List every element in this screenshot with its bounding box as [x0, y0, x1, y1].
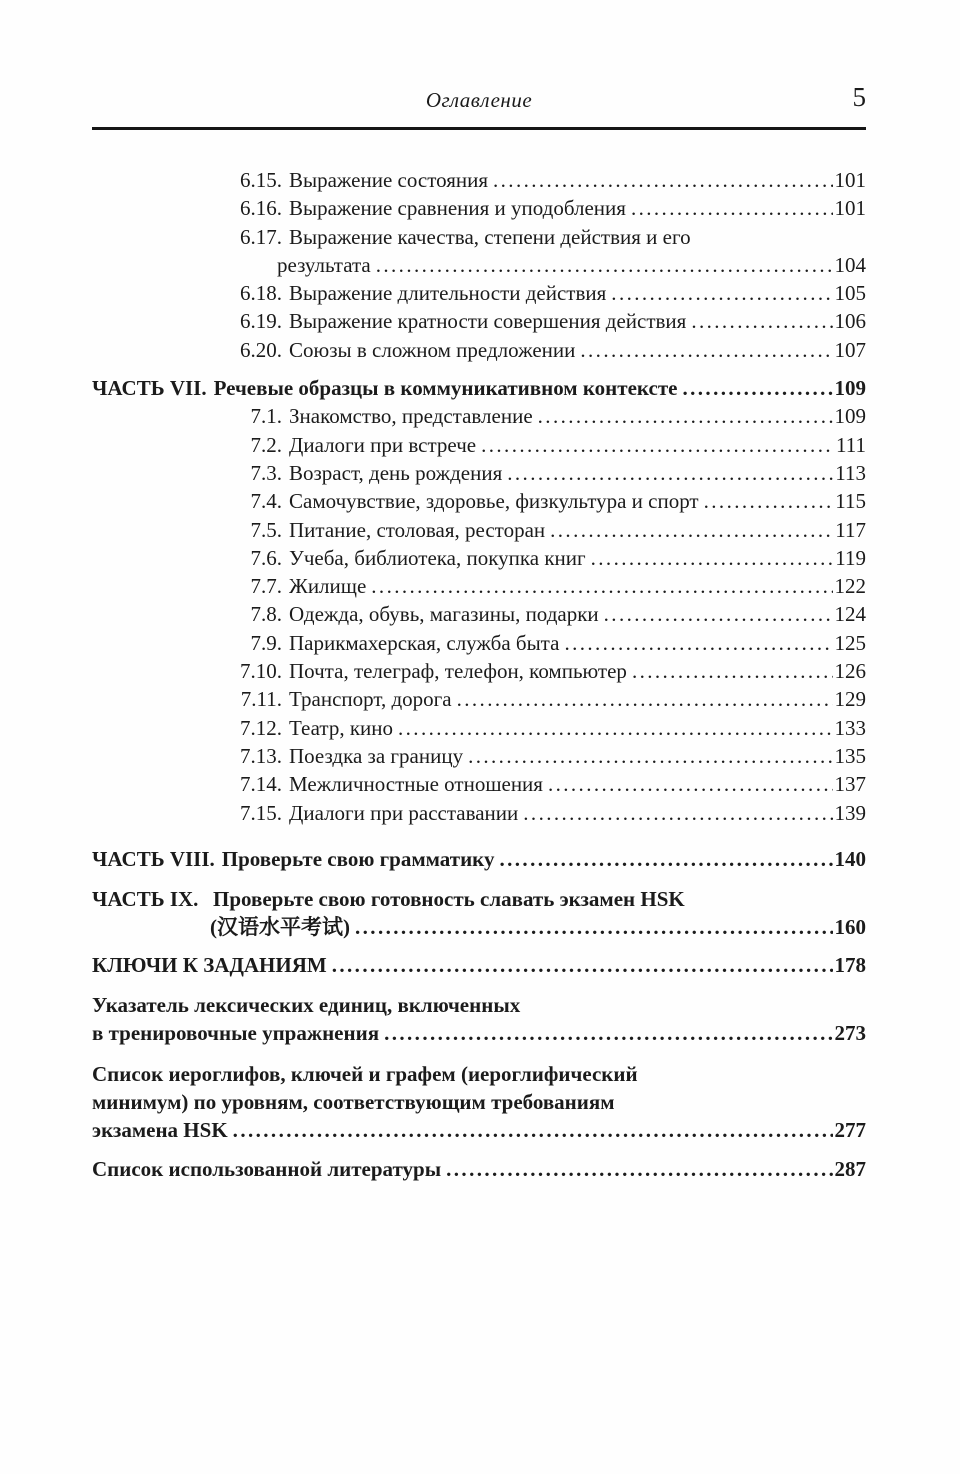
dot-leader [371, 572, 832, 600]
entry-number: 7.8. [250, 602, 282, 627]
toc-entry [92, 714, 866, 742]
entry-number: 7.13. [240, 743, 282, 768]
dot-leader [632, 657, 833, 685]
dot-leader [446, 1155, 832, 1183]
entry-page: 137 [834, 772, 866, 797]
dot-leader [499, 845, 832, 873]
entry-page: 109 [834, 376, 866, 401]
dot-leader [704, 487, 834, 515]
dot-leader [507, 459, 833, 487]
entry-title: Межличностные отношения [289, 772, 543, 797]
dot-leader [611, 279, 832, 307]
entry-title: КЛЮЧИ К ЗАДАНИЯМ [92, 952, 327, 977]
entry-number: 7.3. [250, 460, 282, 485]
entry-title: Выражение состояния [289, 168, 488, 192]
toc-entry [92, 770, 866, 798]
entry-number: 7.15. [240, 800, 282, 825]
entry-number: 7.2. [250, 432, 282, 457]
entry-number: 7.12. [240, 715, 282, 740]
toc-part-heading [92, 885, 866, 913]
toc-entry [92, 194, 866, 222]
entry-page: 101 [834, 168, 866, 192]
entry-number: 7.7. [250, 574, 282, 599]
entry-title: Указатель лексических единиц, включенных [92, 993, 521, 1018]
page-title: Оглавление [425, 88, 533, 112]
entry-title: Выражение качества, степени действия и его [289, 224, 691, 249]
toc-entry [92, 402, 866, 430]
toc-backmatter-continuation [92, 1088, 866, 1116]
entry-number: 7.5. [250, 517, 282, 542]
entry-number: 6.17. [240, 224, 282, 249]
toc-entry [92, 166, 866, 194]
dot-leader [468, 742, 832, 770]
entry-page: 115 [835, 489, 866, 514]
dot-leader [691, 307, 832, 335]
entry-page: 109 [834, 404, 866, 429]
entry-title: Транспорт, дорога [289, 687, 452, 712]
toc-part-heading [92, 845, 866, 873]
toc-entry [92, 487, 866, 515]
dot-leader [233, 1116, 833, 1144]
entry-page: 124 [834, 602, 866, 627]
entry-page: 277 [834, 1118, 866, 1143]
entry-page: 129 [834, 687, 866, 712]
entry-title: Жилище [289, 574, 367, 599]
entry-page: 106 [834, 309, 866, 334]
dot-leader [384, 1019, 832, 1047]
entry-page: 101 [834, 196, 866, 221]
toc-entry [92, 657, 866, 685]
entry-page: 105 [834, 281, 866, 306]
dot-leader [332, 951, 833, 979]
entry-number: 7.11. [240, 687, 282, 712]
dot-leader [398, 714, 833, 742]
part-title: Речевые образцы в коммуникативном контексте [213, 376, 678, 401]
entry-page: 117 [835, 517, 866, 542]
dot-leader [355, 913, 833, 941]
entry-number: 6.18. [240, 281, 282, 306]
toc-entry [92, 431, 866, 459]
dot-leader [564, 629, 832, 657]
toc-entry [92, 799, 866, 827]
dot-leader [538, 402, 833, 430]
entry-title: Знакомство, представление [289, 404, 533, 429]
part-title: Проверьте свою грамматику [221, 846, 495, 871]
toc-part-continuation [92, 913, 866, 941]
toc-entry [92, 544, 866, 572]
entry-page: 119 [835, 545, 866, 570]
part-title-chinese: (汉语水平考试) [210, 915, 350, 940]
toc-entry [92, 516, 866, 544]
entry-page: 111 [836, 432, 866, 457]
entry-page: 104 [834, 252, 866, 277]
entry-title: экзамена HSK [92, 1118, 228, 1143]
entry-title: Выражение длительности действия [289, 281, 607, 306]
entry-title: Питание, столовая, ресторан [289, 517, 546, 542]
entry-title: Список иероглифов, ключей и графем (иероглифический [92, 1061, 638, 1086]
dot-leader [604, 600, 833, 628]
entry-number: 6.15. [240, 168, 282, 192]
toc-backmatter-continuation [92, 1116, 866, 1144]
toc-backmatter-entry [92, 951, 866, 979]
entry-number: 7.10. [240, 659, 282, 684]
entry-page: 113 [835, 460, 866, 485]
part-label: ЧАСТЬ VII. [92, 376, 207, 401]
entry-number: 6.16. [240, 196, 282, 221]
toc-entry [92, 600, 866, 628]
entry-page: 139 [834, 800, 866, 825]
entry-page: 287 [834, 1156, 866, 1181]
entry-title: Выражение сравнения и уподобления [289, 196, 626, 221]
entry-title: Поездка за границу [289, 743, 464, 768]
entry-page: 135 [834, 743, 866, 768]
entry-page: 107 [834, 337, 866, 362]
entry-page: 133 [834, 715, 866, 740]
toc-entry-continuation [92, 251, 866, 279]
header-rule [92, 127, 866, 130]
toc-entry [92, 685, 866, 713]
dot-leader [580, 336, 832, 364]
entry-number: 6.19. [240, 309, 282, 334]
page-number: 5 [852, 82, 866, 112]
toc-entry [92, 336, 866, 364]
toc-part-heading [92, 374, 866, 402]
part-label: ЧАСТЬ IX. [92, 887, 199, 912]
entry-number: 7.6. [250, 545, 282, 570]
entry-page: 140 [834, 846, 866, 871]
entry-title: Одежда, обувь, магазины, подарки [289, 602, 599, 627]
entry-title: Театр, кино [289, 715, 393, 740]
entry-title: Самочувствие, здоровье, физкультура и спорт [289, 489, 699, 514]
entry-page: 122 [834, 574, 866, 599]
dot-leader [682, 374, 832, 402]
entry-number: 7.14. [240, 772, 282, 797]
entry-title: Возраст, день рождения [289, 460, 503, 485]
dot-leader [481, 431, 834, 459]
dot-leader [493, 166, 833, 194]
entry-title: Союзы в сложном предложении [289, 337, 576, 362]
entry-page: 125 [834, 630, 866, 655]
entry-number: 7.4. [250, 489, 282, 514]
entry-number: 7.9. [250, 630, 282, 655]
dot-leader [457, 685, 833, 713]
entry-page: 273 [834, 1021, 866, 1046]
running-head [92, 0, 866, 120]
entry-title: Список использованной литературы [92, 1156, 442, 1181]
entry-number: 7.1. [250, 404, 282, 429]
toc-backmatter-entry [92, 1060, 866, 1088]
entry-title: минимум) по уровням, соответствующим требованиям [92, 1089, 615, 1114]
toc-backmatter-continuation [92, 1019, 866, 1047]
toc-entry [92, 572, 866, 600]
toc-entry [92, 629, 866, 657]
entry-number: 6.20. [240, 337, 282, 362]
entry-page: 160 [834, 915, 866, 940]
toc-entry [92, 459, 866, 487]
dot-leader [548, 770, 833, 798]
entry-title: Почта, телеграф, телефон, компьютер [289, 659, 627, 684]
toc-entry [92, 223, 866, 251]
entry-title: Выражение кратности совершения действия [289, 309, 687, 334]
toc-content [92, 166, 866, 1183]
entry-page: 178 [834, 952, 866, 977]
dot-leader [591, 544, 834, 572]
dot-leader [523, 799, 832, 827]
entry-title: результата [277, 252, 371, 277]
entry-title: Учеба, библиотека, покупка книг [289, 545, 586, 570]
entry-page: 126 [834, 659, 866, 684]
toc-entry [92, 307, 866, 335]
part-title: Проверьте свою готовность славать экзамен HSK [213, 887, 685, 912]
dot-leader [631, 194, 833, 222]
toc-entry [92, 742, 866, 770]
toc-backmatter-entry [92, 991, 866, 1019]
entry-title: в тренировочные упражнения [92, 1021, 380, 1046]
entry-title: Диалоги при встрече [289, 432, 477, 457]
toc-backmatter-entry [92, 1155, 866, 1183]
dot-leader [376, 251, 833, 279]
entry-title: Парикмахерская, служба быта [289, 630, 560, 655]
toc-entry [92, 279, 866, 307]
entry-title: Диалоги при расставании [289, 800, 519, 825]
dot-leader [550, 516, 833, 544]
part-label: ЧАСТЬ VIII. [92, 846, 215, 871]
